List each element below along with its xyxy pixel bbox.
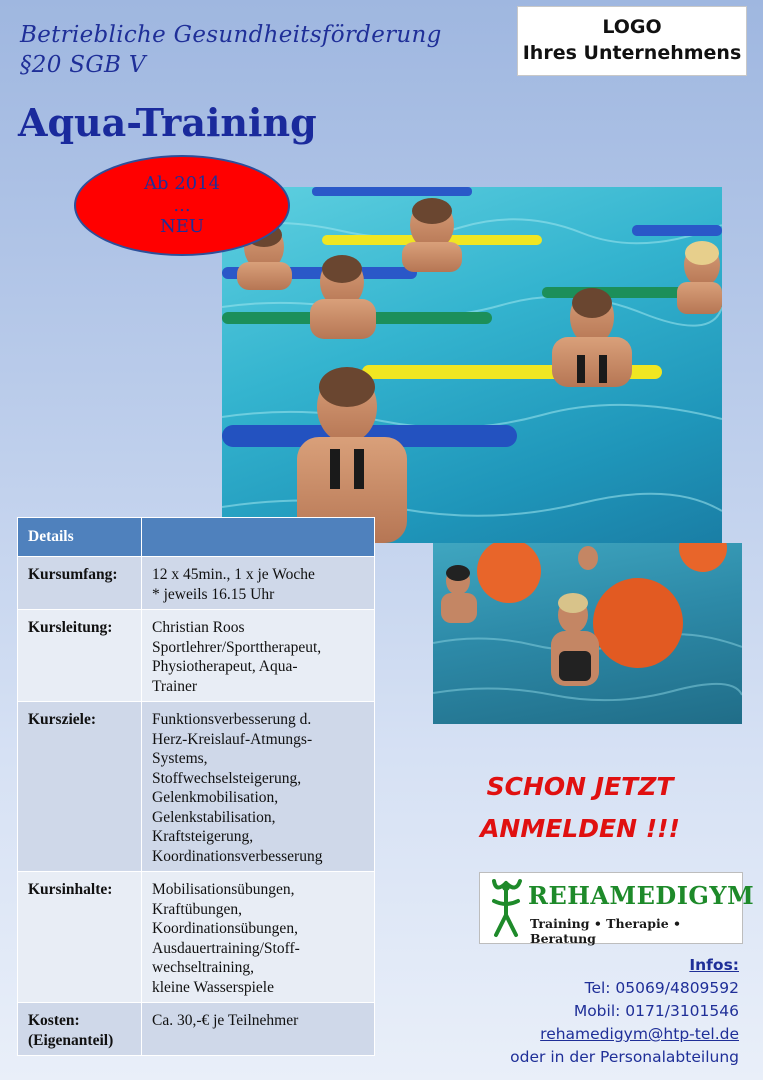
value-line: kleine Wasserspiele	[152, 978, 274, 996]
contact-info	[510, 954, 739, 1069]
email-link[interactable]: rehamedigym@htp-tel.de	[540, 1025, 739, 1043]
rehamedigym-logo	[479, 872, 755, 946]
row-label: Kursziele:	[18, 702, 142, 872]
value-line: Sportlehrer/Sporttherapeut,	[152, 638, 322, 656]
value-line: Koordinationsübungen,	[152, 920, 298, 937]
value-line: Trainer	[152, 677, 198, 695]
aqua-class-illustration	[222, 187, 722, 543]
label-line: (Eigenanteil)	[28, 1031, 114, 1049]
company-logo-placeholder	[517, 6, 747, 76]
row-label: Kursumfang:	[18, 557, 142, 610]
value-line: 12 x 45min., 1 x je Woche	[152, 566, 315, 583]
table-row-kursinhalte	[18, 872, 375, 1003]
figure-icon	[486, 877, 526, 939]
logo-label: LOGO	[602, 16, 662, 39]
value-line: Stoffwechselsteigerung,	[152, 769, 302, 787]
table-row-kursleitung	[18, 610, 375, 702]
infos-heading: Infos:	[689, 956, 739, 974]
row-value	[142, 610, 375, 702]
value-line: Ausdauertraining/Stoff-	[152, 939, 300, 957]
row-value	[142, 702, 375, 872]
row-label: Kursleitung:	[18, 610, 142, 702]
mobile-number: Mobil: 0171/3101546	[573, 1002, 739, 1020]
legal-reference: §20 SGB V	[20, 52, 146, 78]
table-row-kursziele	[18, 702, 375, 872]
details-table	[17, 517, 375, 1056]
cta-line: SCHON JETZT	[486, 772, 674, 801]
value-line: Ca. 30,-€ je Teilnehmer	[152, 1012, 299, 1029]
table-header-row	[18, 518, 375, 557]
row-value	[142, 872, 375, 1003]
value-line: Kraftsteigerung,	[152, 828, 254, 845]
value-line: Systems,	[152, 750, 208, 767]
row-value	[142, 1003, 375, 1056]
value-line: Koordinationsverbesserung	[152, 847, 323, 865]
ball-exercise-illustration	[433, 543, 742, 724]
hr-note: oder in der Personalabteilung	[510, 1048, 739, 1066]
ball-exercise-photo	[433, 543, 742, 724]
label-line: Kosten:	[28, 1012, 80, 1029]
value-line: * jeweils 16.15 Uhr	[152, 585, 275, 603]
value-line: Gelenkstabilisation,	[152, 808, 276, 826]
value-line: Mobilisationsübungen,	[152, 881, 295, 898]
brand-name: REHAMEDIGYM	[528, 881, 755, 910]
table-row-kosten	[18, 1003, 375, 1056]
value-line: wechseltraining,	[152, 959, 255, 976]
value-line: Kraftübungen,	[152, 900, 242, 918]
row-label: Kursinhalte:	[18, 872, 142, 1003]
table-row-kursumfang	[18, 557, 375, 610]
row-value	[142, 557, 375, 610]
value-line: Herz-Kreislauf-Atmungs-	[152, 730, 313, 748]
phone-number: Tel: 05069/4809592	[584, 979, 739, 997]
page-title: Aqua-Training	[18, 100, 317, 145]
aqua-class-photo	[222, 187, 722, 543]
badge-ellipsis: ...	[173, 194, 191, 216]
table-header-empty	[142, 518, 375, 557]
brand-tagline: Training • Therapie • Beratung	[530, 916, 681, 946]
value-line: Gelenkmobilisation,	[152, 789, 279, 806]
badge-year: Ab 2014	[143, 173, 221, 195]
logo-company-label: Ihres Unternehmens	[522, 42, 742, 64]
row-label	[18, 1003, 142, 1056]
value-line: Physiotherapeut, Aqua-	[152, 658, 298, 675]
value-line: Funktionsverbesserung d.	[152, 711, 312, 728]
new-badge	[74, 155, 290, 256]
signup-call-to-action	[464, 766, 696, 850]
badge-new-label: NEU	[159, 216, 205, 238]
program-line: Betriebliche Gesundheitsförderung	[20, 22, 442, 48]
table-header-details: Details	[18, 518, 142, 557]
value-line: Christian Roos	[152, 619, 245, 636]
cta-line: ANMELDEN !!!	[480, 814, 680, 843]
